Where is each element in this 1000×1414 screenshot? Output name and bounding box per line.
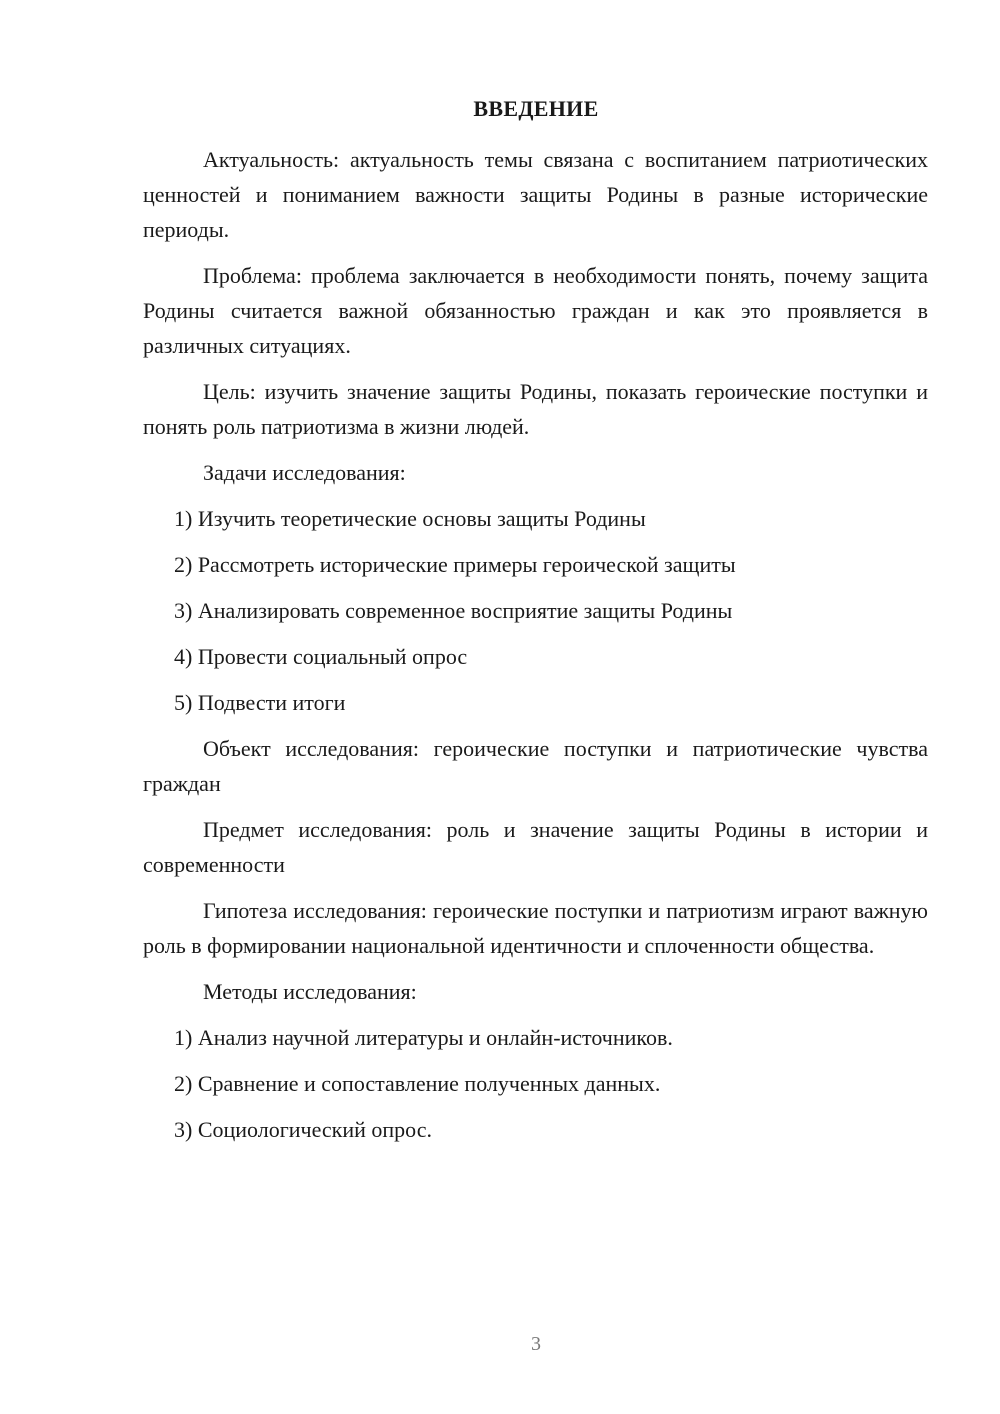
method-item: 1) Анализ научной литературы и онлайн-источников. (174, 1025, 673, 1050)
method-item: 2) Сравнение и сопоставление полученных данных. (174, 1071, 661, 1096)
problem-paragraph: Проблема: проблема заключается в необходимости понять, почему защита Родины считается важной обязанностью граждан и как это проявляется в различных ситуациях. (143, 263, 928, 358)
hypothesis-paragraph: Гипотеза исследования: героические поступки и патриотизм играют важную роль в формировании национальной идентичности и сплоченности общества. (143, 898, 928, 958)
task-item: 5) Подвести итоги (174, 690, 346, 715)
task-item: 1) Изучить теоретические основы защиты Родины (174, 506, 646, 531)
methods-label: Методы исследования: (203, 979, 417, 1004)
method-item: 3) Социологический опрос. (174, 1117, 432, 1142)
page-number: 3 (531, 1333, 541, 1355)
task-item: 4) Провести социальный опрос (174, 644, 468, 669)
document-body (143, 142, 928, 1158)
task-item: 3) Анализировать современное восприятие защиты Родины (174, 598, 733, 623)
relevance-paragraph: Актуальность: актуальность темы связана с воспитанием патриотических ценностей и пониманием важности защиты Родины в разные исторические периоды. (143, 147, 928, 242)
tasks-label: Задачи исследования: (203, 460, 406, 485)
subject-paragraph: Предмет исследования: роль и значение защиты Родины в истории и современности (143, 817, 928, 877)
object-paragraph: Объект исследования: героические поступки и патриотические чувства граждан (143, 736, 928, 796)
page-title: ВВЕДЕНИЕ (473, 96, 599, 121)
task-item: 2) Рассмотреть исторические примеры героической защиты (174, 552, 736, 577)
goal-paragraph: Цель: изучить значение защиты Родины, показать героические поступки и понять роль патриотизма в жизни людей. (143, 379, 928, 439)
